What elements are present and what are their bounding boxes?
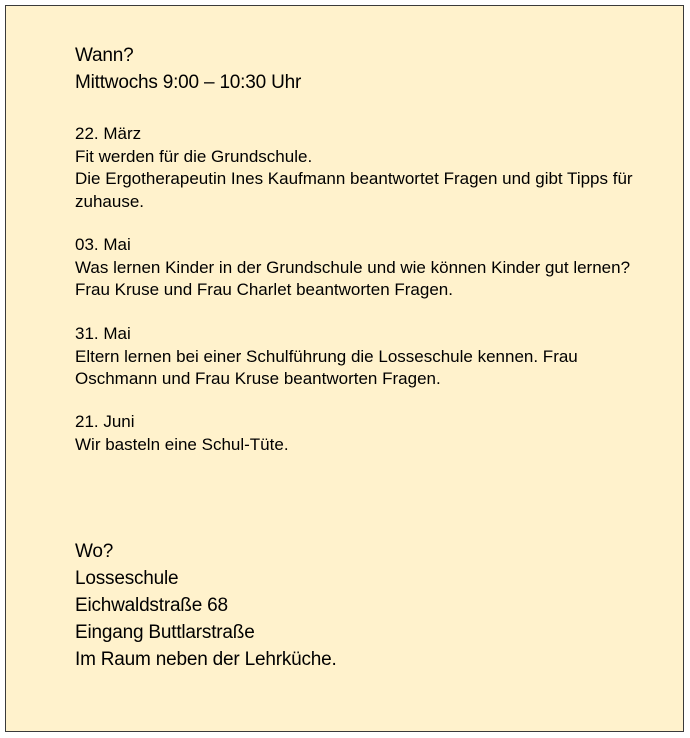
where-room: Im Raum neben der Lehrküche. xyxy=(75,649,337,670)
event-title: Fit werden für die Grundschule. xyxy=(75,146,313,166)
event-text: Wir basteln eine Schul-Tüte. xyxy=(75,434,289,454)
event-1 xyxy=(75,123,665,213)
event-date: 22. März xyxy=(75,124,142,143)
event-text: Eltern lernen bei einer Schulführung die Losseschule kennen. Frau Oschmann und Frau Kruse beantworten Fragen. xyxy=(75,346,578,388)
when-heading: Wann? xyxy=(75,45,134,66)
event-4 xyxy=(75,411,665,456)
when-time: Mittwochs 9:00 – 10:30 Uhr xyxy=(75,72,302,93)
event-date: 31. Mai xyxy=(75,324,131,343)
where-entrance: Eingang Buttlarstraße xyxy=(75,622,255,643)
where-school: Losseschule xyxy=(75,568,179,589)
event-3 xyxy=(75,323,655,391)
event-text: Die Ergotherapeutin Ines Kaufmann beantwortet Fragen und gibt Tipps für zuhause. xyxy=(75,169,633,211)
where-street: Eichwaldstraße 68 xyxy=(75,595,228,616)
event-date: 03. Mai xyxy=(75,235,131,254)
where-heading: Wo? xyxy=(75,541,114,562)
info-card xyxy=(5,5,684,732)
when-section xyxy=(75,42,301,96)
event-2 xyxy=(75,234,665,302)
event-date: 21. Juni xyxy=(75,412,135,431)
where-section xyxy=(75,538,337,673)
event-text: Was lernen Kinder in der Grundschule und wie können Kinder gut lernen? Frau Kruse und Frau Charlet beantworten Fragen. xyxy=(75,257,631,299)
